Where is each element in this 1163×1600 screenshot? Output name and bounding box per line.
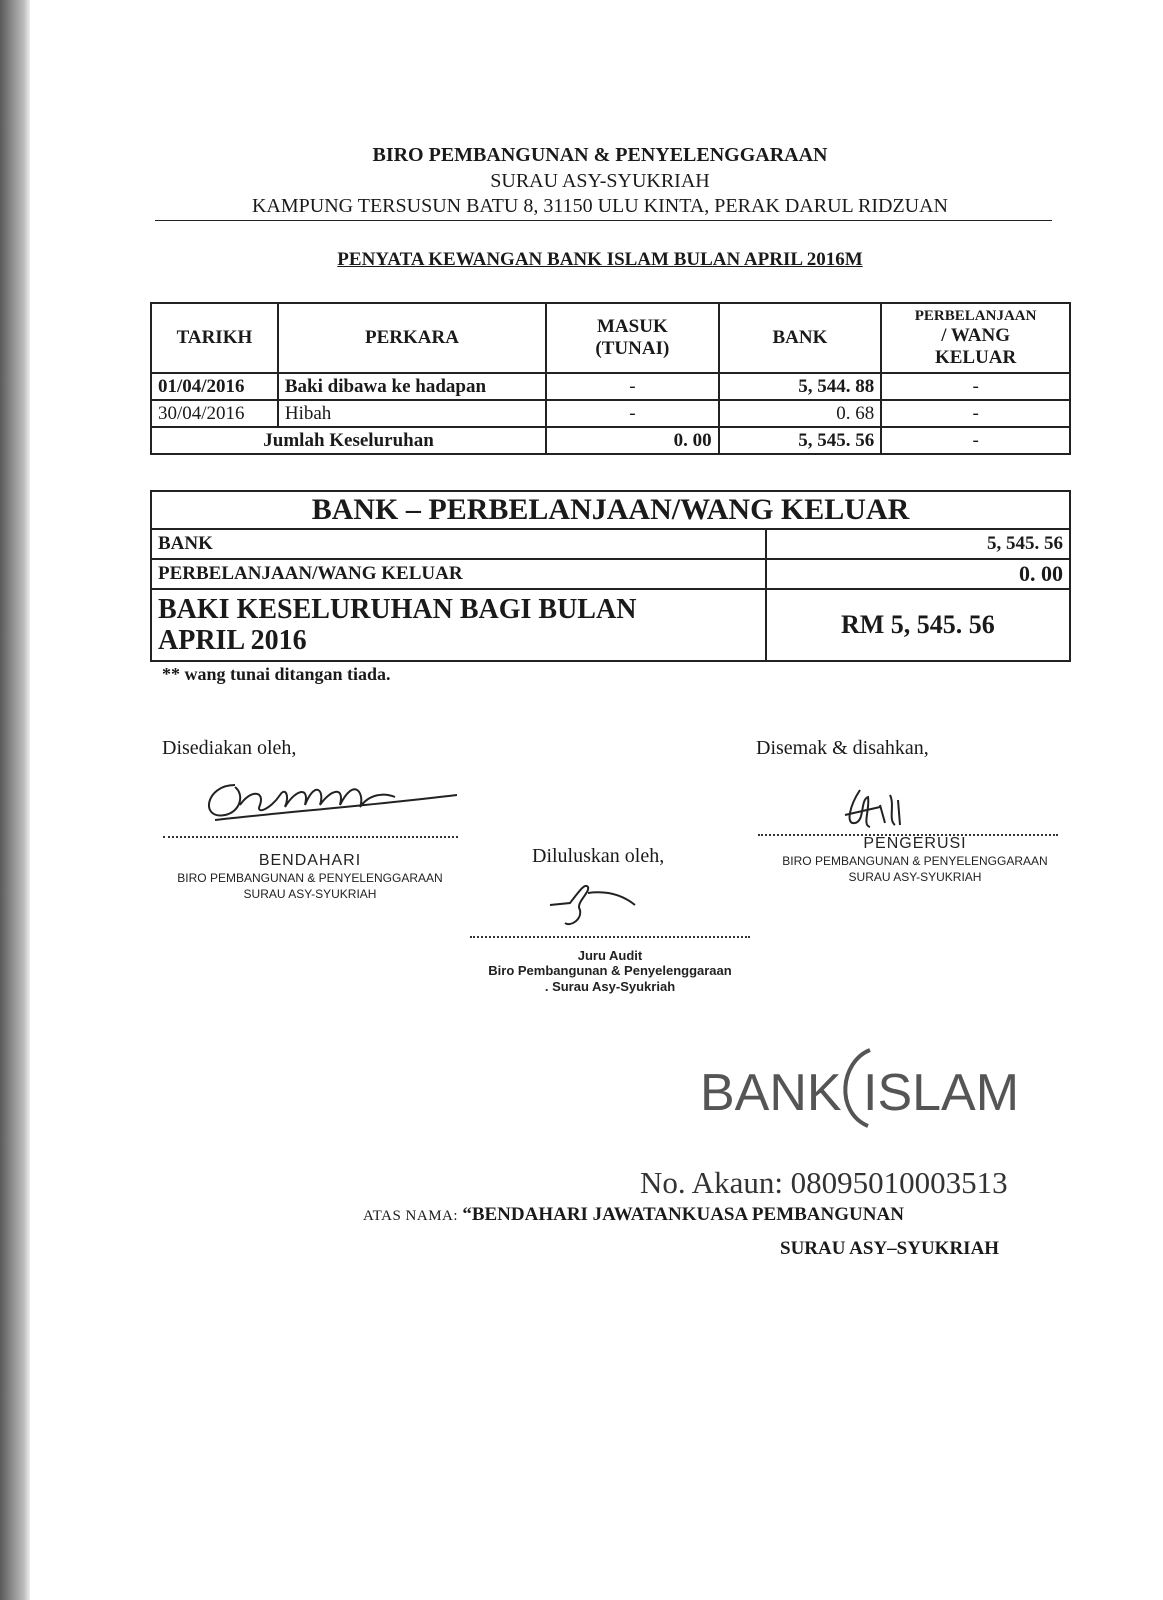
account-name-line2: SURAU ASY–SYUKRIAH xyxy=(780,1238,1000,1259)
summary-balance-label-line2: APRIL 2016 xyxy=(158,625,307,656)
header-surau: SURAU ASY-SYUKRIAH xyxy=(490,170,710,192)
auditor-signature-line xyxy=(470,936,750,938)
col-cash-in-line1: MASUK xyxy=(597,316,668,337)
summary-title: BANK – PERBELANJAAN/WANG KELUAR xyxy=(151,491,1070,529)
summary-balance-value: RM 5, 545. 56 xyxy=(766,589,1070,661)
table-row xyxy=(151,400,1070,427)
summary-bank-label: BANK xyxy=(151,529,766,559)
chairman-signature xyxy=(840,785,930,833)
approved-by-label: Diluluskan oleh, xyxy=(532,845,665,867)
auditor-title: Juru Audit xyxy=(577,948,643,963)
account-name-text: “BENDAHARI JAWATANKUASA PEMBANGUNAN xyxy=(462,1204,904,1225)
row-date: 30/04/2016 xyxy=(151,400,278,427)
auditor-stamp-line1: Biro Pembangunan & Penyelenggaraan xyxy=(488,963,732,978)
logo-text-bank: BANK xyxy=(700,1064,842,1122)
header-address: KAMPUNG TERSUSUN BATU 8, 31150 ULU KINTA, PERAK DARUL RIDZUAN xyxy=(251,195,948,217)
summary-expense-value: 0. 00 xyxy=(766,559,1070,589)
treasurer-stamp xyxy=(160,852,460,902)
statement-title: PENYATA KEWANGAN BANK ISLAM BULAN APRIL 2016M xyxy=(337,249,863,270)
row-item: Baki dibawa ke hadapan xyxy=(278,373,546,400)
account-name-line1 xyxy=(363,1204,904,1226)
table-row xyxy=(151,373,1070,400)
treasurer-signature xyxy=(195,765,475,835)
logo-text-islam: ISLAM xyxy=(863,1064,1020,1122)
col-expense-line2: / WANG xyxy=(941,324,1011,346)
summary-balance-label-line1: BAKI KESELURUHAN BAGI BULAN xyxy=(158,594,637,625)
account-name-prefix: ATAS NAMA: xyxy=(363,1208,463,1224)
col-expense-line1: PERBELANJAAN xyxy=(914,307,1037,324)
chairman-title: PENGERUSI xyxy=(863,835,967,852)
total-label: Jumlah Keseluruhan xyxy=(151,427,546,454)
cash-note: ** wang tunai ditangan tiada. xyxy=(162,664,391,684)
auditor-stamp xyxy=(450,948,770,995)
col-cash-in-line2: (TUNAI) xyxy=(595,338,670,359)
auditor-signature xyxy=(540,875,650,935)
row-expense: - xyxy=(881,373,1070,400)
checked-by-label: Disemak & disahkan, xyxy=(756,737,929,759)
col-date: TARIKH xyxy=(151,303,278,373)
scan-edge-shadow xyxy=(0,0,30,1600)
row-date: 01/04/2016 xyxy=(151,373,278,400)
col-cash-in xyxy=(546,303,719,373)
row-cash-in: - xyxy=(546,400,719,427)
total-cash-in: 0. 00 xyxy=(546,427,719,454)
col-expense-line3: KELUAR xyxy=(934,346,1017,368)
prepared-by-label: Disediakan oleh, xyxy=(162,737,297,759)
bank-islam-logo xyxy=(700,1042,1030,1132)
treasurer-stamp-line1: BIRO PEMBANGUNAN & PENYELENGGARAAN xyxy=(177,871,443,885)
header-org: BIRO PEMBANGUNAN & PENYELENGGARAAN xyxy=(372,144,828,166)
row-cash-in: - xyxy=(546,373,719,400)
total-row xyxy=(151,427,1070,454)
summary-expense-label: PERBELANJAAN/WANG KELUAR xyxy=(151,559,766,589)
auditor-stamp-line2: . Surau Asy-Syukriah xyxy=(544,979,676,994)
row-expense: - xyxy=(881,400,1070,427)
treasurer-stamp-line2: SURAU ASY-SYUKRIAH xyxy=(243,887,377,901)
summary-balance-label xyxy=(151,589,766,661)
account-number: No. Akaun: 08095010003513 xyxy=(640,1165,1008,1200)
summary-table xyxy=(150,490,1071,662)
header-rule xyxy=(155,220,1052,221)
row-item: Hibah xyxy=(278,400,546,427)
row-bank: 5, 544. 88 xyxy=(719,373,882,400)
chairman-stamp-line1: BIRO PEMBANGUNAN & PENYELENGGARAAN xyxy=(782,854,1048,868)
transactions-header-row xyxy=(151,303,1070,373)
row-bank: 0. 68 xyxy=(719,400,882,427)
chairman-stamp-line2: SURAU ASY-SYUKRIAH xyxy=(848,870,982,884)
total-bank: 5, 545. 56 xyxy=(719,427,882,454)
treasurer-title: BENDAHARI xyxy=(258,852,362,869)
col-item: PERKARA xyxy=(278,303,546,373)
chairman-stamp xyxy=(770,835,1060,885)
total-expense: - xyxy=(881,427,1070,454)
col-expense xyxy=(881,303,1070,373)
transactions-table xyxy=(150,302,1071,455)
col-bank: BANK xyxy=(719,303,882,373)
treasurer-signature-line xyxy=(163,836,458,838)
summary-bank-value: 5, 545. 56 xyxy=(766,529,1070,559)
